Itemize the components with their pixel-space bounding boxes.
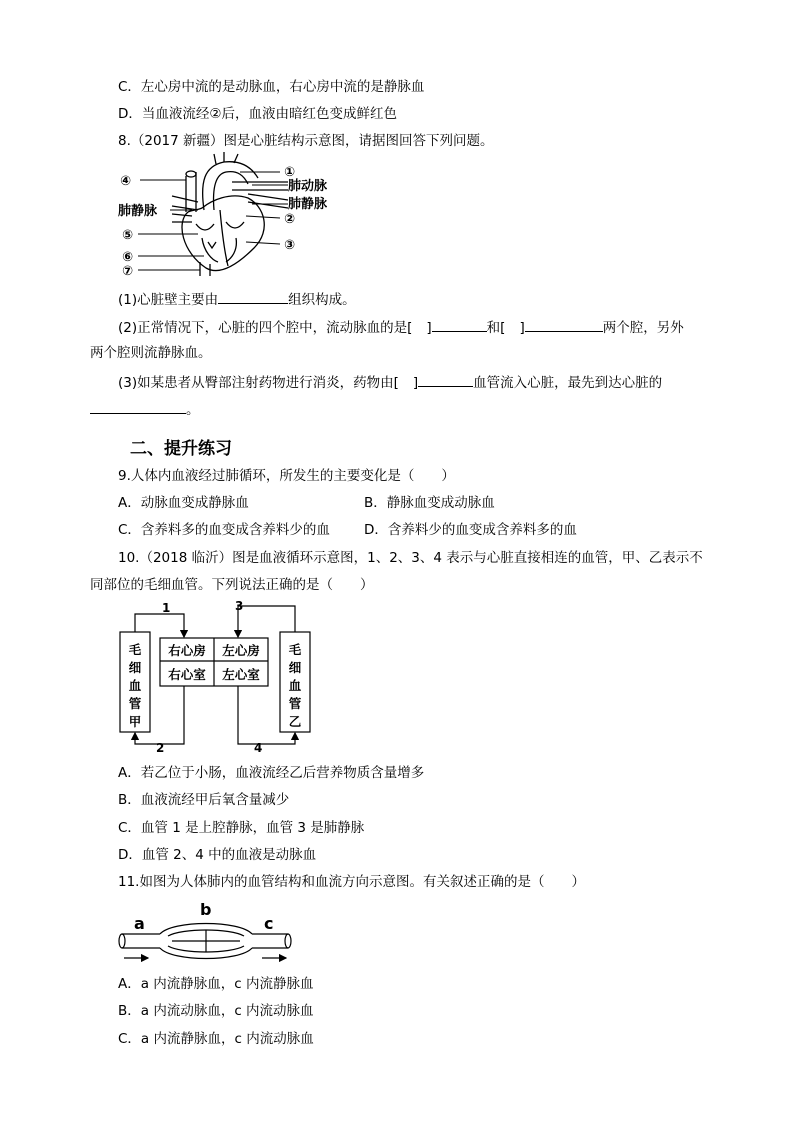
fig8-label-pulmonary-vein-left: 肺静脉 [118, 204, 158, 219]
q7-option-c: C．左心房中流的是动脉血，右心房中流的是静脉血 [118, 79, 425, 95]
vessel-label-3: 3 [235, 600, 244, 613]
q8-stem: 8.（2017 新疆）图是心脏结构示意图，请据图回答下列问题。 [118, 133, 494, 149]
q8-part2-text-e: 两个腔，另外 [602, 320, 684, 336]
vessel-label-a: a [134, 914, 145, 933]
q8-part3-text-b: ] [412, 375, 419, 391]
q11-option-b: B．a 内流动脉血，c 内流动脉血 [118, 1003, 314, 1019]
cap-jia-char: 毛 [128, 642, 142, 657]
q8-part3-line2 [90, 399, 200, 419]
cap-yi-char: 乙 [288, 714, 302, 729]
vessel-label-1: 1 [162, 601, 171, 615]
section-title: 二、提升练习 [130, 439, 232, 459]
q10-option-b: B．血液流经甲后氧含量减少 [118, 792, 290, 808]
q10-option-a: A．若乙位于小肠，血液流经乙后营养物质含量增多 [118, 765, 425, 781]
q10-stem-line2: 同部位的毛细血管。下列说法正确的是（ ） [90, 577, 374, 593]
answer-blank[interactable] [90, 399, 186, 414]
q8-part1-text-b: 组织构成。 [288, 292, 356, 308]
chamber-right-atrium: 右心房 [168, 643, 206, 658]
q8-part3-text-a: (3)如某患者从臀部注射药物进行消炎，药物由[ [118, 375, 399, 391]
q8-part2-text-c: 和[ [486, 320, 506, 336]
cap-jia-char: 细 [128, 660, 142, 675]
chamber-right-ventricle: 右心室 [168, 667, 206, 682]
blood-circulation-figure [112, 600, 322, 752]
vessel-label-c: c [264, 914, 274, 933]
q9-stem: 9.人体内血液经过肺循环，所发生的主要变化是（ ） [118, 468, 455, 484]
q9-option-b: B．静脉血变成动脉血 [364, 495, 495, 511]
fig8-label-1: ① [284, 165, 296, 180]
cap-yi-char: 管 [288, 696, 302, 711]
fig8-label-5: ⑤ [122, 228, 134, 243]
heart-structure-figure [112, 152, 362, 280]
q8-part2-text-a: (2)正常情况下，心脏的四个腔中，流动脉血的是[ [118, 320, 413, 336]
vessel-label-4: 4 [254, 741, 263, 752]
fig8-label-6: ⑥ [122, 250, 134, 265]
chamber-left-atrium: 左心房 [222, 643, 260, 658]
q8-part3-text-c: 血管流入心脏，最先到达心脏的 [473, 375, 663, 391]
q8-part2-text-d: ] [519, 320, 525, 336]
fig8-label-pulmonary-vein-right: 肺静脉 [288, 197, 328, 212]
chamber-left-ventricle: 左心室 [222, 667, 260, 682]
vessel-label-2: 2 [156, 741, 165, 752]
q8-part3-end: 。 [186, 402, 200, 418]
q11-option-c: C．a 内流静脉血，c 内流动脉血 [118, 1031, 314, 1047]
answer-blank[interactable] [432, 317, 487, 332]
q8-part2-text-b: ] [426, 320, 432, 336]
fig8-label-2: ② [284, 212, 296, 227]
cap-jia-char: 甲 [128, 714, 142, 729]
answer-blank[interactable] [525, 317, 603, 332]
vessel-label-b: b [200, 900, 212, 919]
q8-part1-text-a: (1)心脏壁主要由 [118, 292, 219, 308]
cap-yi-char: 细 [288, 660, 302, 675]
q7-option-d: D．当血液流经②后，血液由暗红色变成鲜红色 [118, 106, 397, 122]
fig8-label-7: ⑦ [122, 264, 134, 279]
q8-part2 [118, 317, 684, 337]
q9-option-d: D．含养料少的血变成含养料多的血 [364, 522, 577, 538]
q11-option-a: A．a 内流静脉血，c 内流静脉血 [118, 976, 314, 992]
fig8-label-pulmonary-artery: 肺动脉 [288, 179, 328, 194]
fig8-label-4: ④ [120, 174, 132, 189]
lung-vessel-figure [112, 898, 302, 966]
cap-jia-char: 管 [128, 696, 142, 711]
q9-option-c: C．含养料多的血变成含养料少的血 [118, 522, 330, 538]
cap-jia-char: 血 [128, 678, 142, 693]
q9-option-a: A．动脉血变成静脉血 [118, 495, 249, 511]
q10-option-c: C．血管 1 是上腔静脉，血管 3 是肺静脉 [118, 820, 365, 836]
q8-part3 [118, 372, 662, 392]
cap-yi-char: 血 [288, 678, 302, 693]
fig8-label-3: ③ [284, 238, 296, 253]
answer-blank[interactable] [218, 289, 288, 304]
cap-yi-char: 毛 [288, 642, 302, 657]
q10-option-d: D．血管 2、4 中的血液是动脉血 [118, 847, 317, 863]
q10-stem-line1: 10.（2018 临沂）图是血液循环示意图，1、2、3、4 表示与心脏直接相连的血管，甲、乙表示不 [118, 550, 703, 566]
q11-stem: 11.如图为人体肺内的血管结构和血流方向示意图。有关叙述正确的是（ ） [118, 874, 585, 890]
answer-blank[interactable] [418, 372, 473, 387]
q8-part2-line2: 两个腔则流静脉血。 [90, 345, 212, 361]
q8-part1 [118, 289, 356, 309]
